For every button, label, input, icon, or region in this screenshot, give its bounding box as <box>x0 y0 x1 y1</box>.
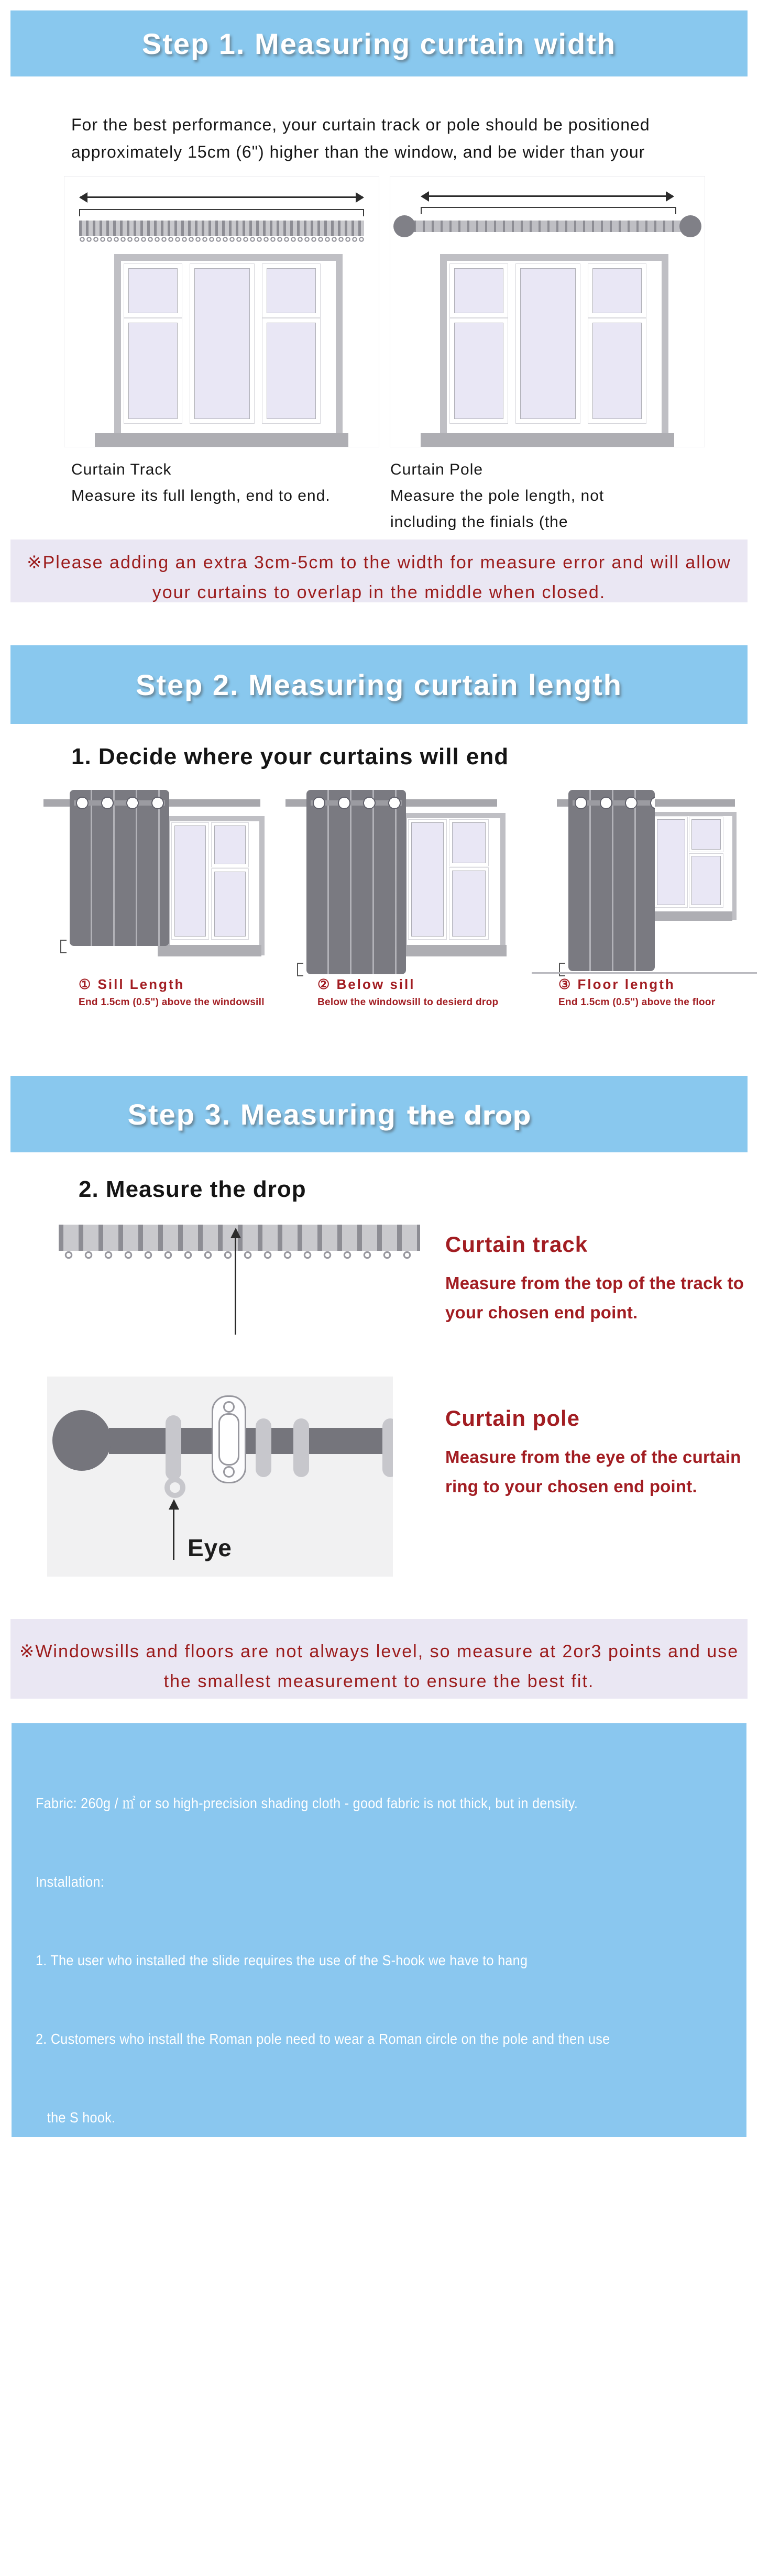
up-arrow-icon <box>173 1510 174 1560</box>
pole-finial-icon <box>52 1410 111 1471</box>
length-option-label: ② Below sill <box>317 976 415 992</box>
arrow-up-head-icon <box>230 1228 241 1238</box>
curtain-panel-graphic <box>70 790 169 946</box>
step1-banner <box>10 10 748 76</box>
length-option-label: ① Sill Length <box>79 976 185 992</box>
width-arrow-icon <box>80 196 363 198</box>
curtain-pole-info-title: Curtain pole <box>445 1406 580 1430</box>
curtain-track-info-desc: Measure from the top of the track to your chosen end point. <box>445 1273 744 1322</box>
window-pane <box>267 268 316 313</box>
measure-bracket <box>421 207 676 214</box>
window-pane <box>454 323 503 419</box>
curtain-ring-icon <box>382 1418 393 1477</box>
step3-title <box>128 1097 531 1131</box>
window-pane <box>592 323 642 419</box>
window-pane <box>214 872 246 937</box>
curtain-track-caption-title: Curtain Track <box>71 461 172 478</box>
curtain-track-caption-body: Measure its full length, end to end. <box>71 487 331 504</box>
width-note: ※Please adding an extra 3cm-5cm to the width for measure error and will allow your curtains to overlap in the middle when closed. <box>10 540 748 602</box>
info-line: can national standards. <box>36 2266 175 2283</box>
drop-pole-diagram <box>47 1377 393 1577</box>
measure-end-mark <box>297 963 303 976</box>
info-line: Curtain maintenance: support at room temperature machine wash - hand wash gently - dry cleaning <box>36 2424 631 2440</box>
curtain-track-caption <box>71 457 396 509</box>
length-option-desc: End 1.5cm (0.5") above the floor <box>558 997 716 1008</box>
pole-finial-icon <box>393 215 415 237</box>
eye-label: Eye <box>188 1534 232 1561</box>
measure-end-mark <box>559 963 565 976</box>
screw-icon <box>223 1466 235 1478</box>
arrow-left-head-icon <box>79 192 87 203</box>
info-line: the S hook. <box>36 2109 116 2126</box>
arrow-right-head-icon <box>666 191 674 202</box>
pole-rod-graphic <box>109 1428 393 1454</box>
window-graphic <box>650 812 737 920</box>
window-pane <box>691 819 721 850</box>
length-option-caption <box>79 975 265 1009</box>
drop-note: ※Windowsills and floors are not always level, so measure at 2or3 points and use the smallest measurement to ensure the best fit. <box>10 1619 748 1699</box>
screw-icon <box>223 1401 235 1413</box>
window-graphic <box>165 816 265 955</box>
step3-heading: 2. Measure the drop <box>79 1176 306 1202</box>
curtain-pole-info-desc: Measure from the eye of the curtain ring to your chosen end point. <box>445 1447 741 1496</box>
info-line: 1. The user who installed the slide requires the use of the S-hook we have to hang <box>36 1952 528 1968</box>
curtain-pole-caption-title: Curtain Pole <box>390 461 484 478</box>
track-hooks <box>59 1251 420 1259</box>
window-sill <box>421 433 674 447</box>
up-arrow-icon <box>235 1238 236 1335</box>
length-option-caption <box>317 975 498 1009</box>
curtain-pole-diagram <box>390 176 705 447</box>
floor-line <box>532 972 757 974</box>
curtain-track-info <box>445 1232 749 1327</box>
grommet-icons <box>70 794 169 812</box>
window-pane <box>194 268 250 419</box>
window-pane <box>657 819 685 905</box>
curtain-track-diagram <box>64 176 379 447</box>
window-pane <box>411 822 444 937</box>
window-sill <box>394 945 507 956</box>
curtain-pole-graphic <box>405 221 690 232</box>
bracket-slot <box>218 1413 239 1466</box>
measure-end-mark <box>60 940 67 953</box>
length-option-diagram-floor <box>532 787 757 976</box>
window-pane <box>174 825 206 937</box>
step3-banner <box>10 1076 748 1152</box>
arrow-left-head-icon <box>421 191 429 202</box>
step2-title: Step 2. Measuring curtain length <box>135 668 623 701</box>
window-graphic <box>440 254 668 446</box>
grommet-icons <box>306 794 406 812</box>
window-pane <box>128 323 178 419</box>
product-info-panel <box>12 1723 746 2518</box>
step2-banner <box>10 645 748 724</box>
window-pane <box>691 856 721 905</box>
window-sill <box>642 911 732 921</box>
product-info-lines <box>36 1738 631 2576</box>
info-line: Installation: <box>36 1874 104 1890</box>
curtain-track-graphic <box>79 221 364 236</box>
curtain-pole-caption <box>390 457 636 535</box>
arrow-up-head-icon <box>169 1499 179 1510</box>
window-pane <box>214 825 246 864</box>
info-line: - medium temperature ironing - can not be bleached - prohibited with sharp objects wash. <box>36 2502 569 2518</box>
step2-heading: 1. Decide where your curtains will end <box>71 744 509 769</box>
length-option-desc: End 1.5cm (0.5") above the windowsill <box>79 997 265 1008</box>
drop-track-diagram <box>59 1225 420 1336</box>
window-pane <box>452 822 486 863</box>
length-option-label: ③ Floor length <box>558 976 675 992</box>
window-sill <box>158 945 261 956</box>
window-pane <box>592 268 642 313</box>
curtain-pole-caption-body: Measure the pole length, not including the finials (the <box>390 487 605 531</box>
curtain-panel-graphic <box>306 790 406 974</box>
window-pane <box>267 323 316 419</box>
length-option-diagram-sill <box>39 787 265 976</box>
step1-title: Step 1. Measuring curtain width <box>141 27 617 60</box>
curtain-panel-graphic <box>568 790 655 971</box>
length-option-caption <box>558 975 715 1009</box>
curtain-ring-icon <box>256 1418 271 1477</box>
info-line: 2. Customers who install the Roman pole need to wear a Roman circle on the pole and then use <box>36 2031 610 2047</box>
ring-eye-icon <box>164 1477 185 1498</box>
length-option-desc: Below the windowsill to desierd drop <box>317 997 499 1008</box>
info-line: Curtain Use: School - Living Room - Bedroom - Kitchen - Office - Hotel - Villa. <box>36 2345 499 2361</box>
window-graphic <box>114 254 343 446</box>
window-pane <box>128 268 178 313</box>
track-hooks <box>79 236 364 243</box>
info-line: Curtain features: anti-UV + noise + 100% shade + green printing + exports of European and Ameri- <box>36 2188 627 2204</box>
curtain-pole-info <box>445 1406 749 1501</box>
wall-bracket-icon <box>212 1395 246 1483</box>
window-pane <box>454 268 503 313</box>
curtain-ring-icon <box>293 1418 309 1477</box>
window-sill <box>95 433 348 447</box>
length-option-diagram-below-sill <box>285 787 511 976</box>
info-line: Fabric: 260g / ㎡ or so high-precision shading cloth - good fabric is not thick, but in density. <box>36 1795 578 1811</box>
pole-finial-icon <box>679 215 701 237</box>
step1-intro: For the best performance, your curtain track or pole should be positioned approximately 15cm (6") higher than the window, and be wider than your <box>71 115 650 161</box>
arrow-right-head-icon <box>356 192 364 203</box>
width-arrow-icon <box>422 195 673 197</box>
step3-title-sub: the drop <box>407 1100 531 1131</box>
window-pane <box>520 268 576 419</box>
window-graphic <box>402 813 506 955</box>
curtain-ring-icon <box>166 1415 181 1480</box>
measure-bracket <box>79 209 364 216</box>
grommet-icons <box>568 794 655 812</box>
step3-title-main: Step 3. Measuring <box>127 1097 397 1131</box>
window-pane <box>452 871 486 937</box>
curtain-track-info-title: Curtain track <box>445 1232 588 1257</box>
